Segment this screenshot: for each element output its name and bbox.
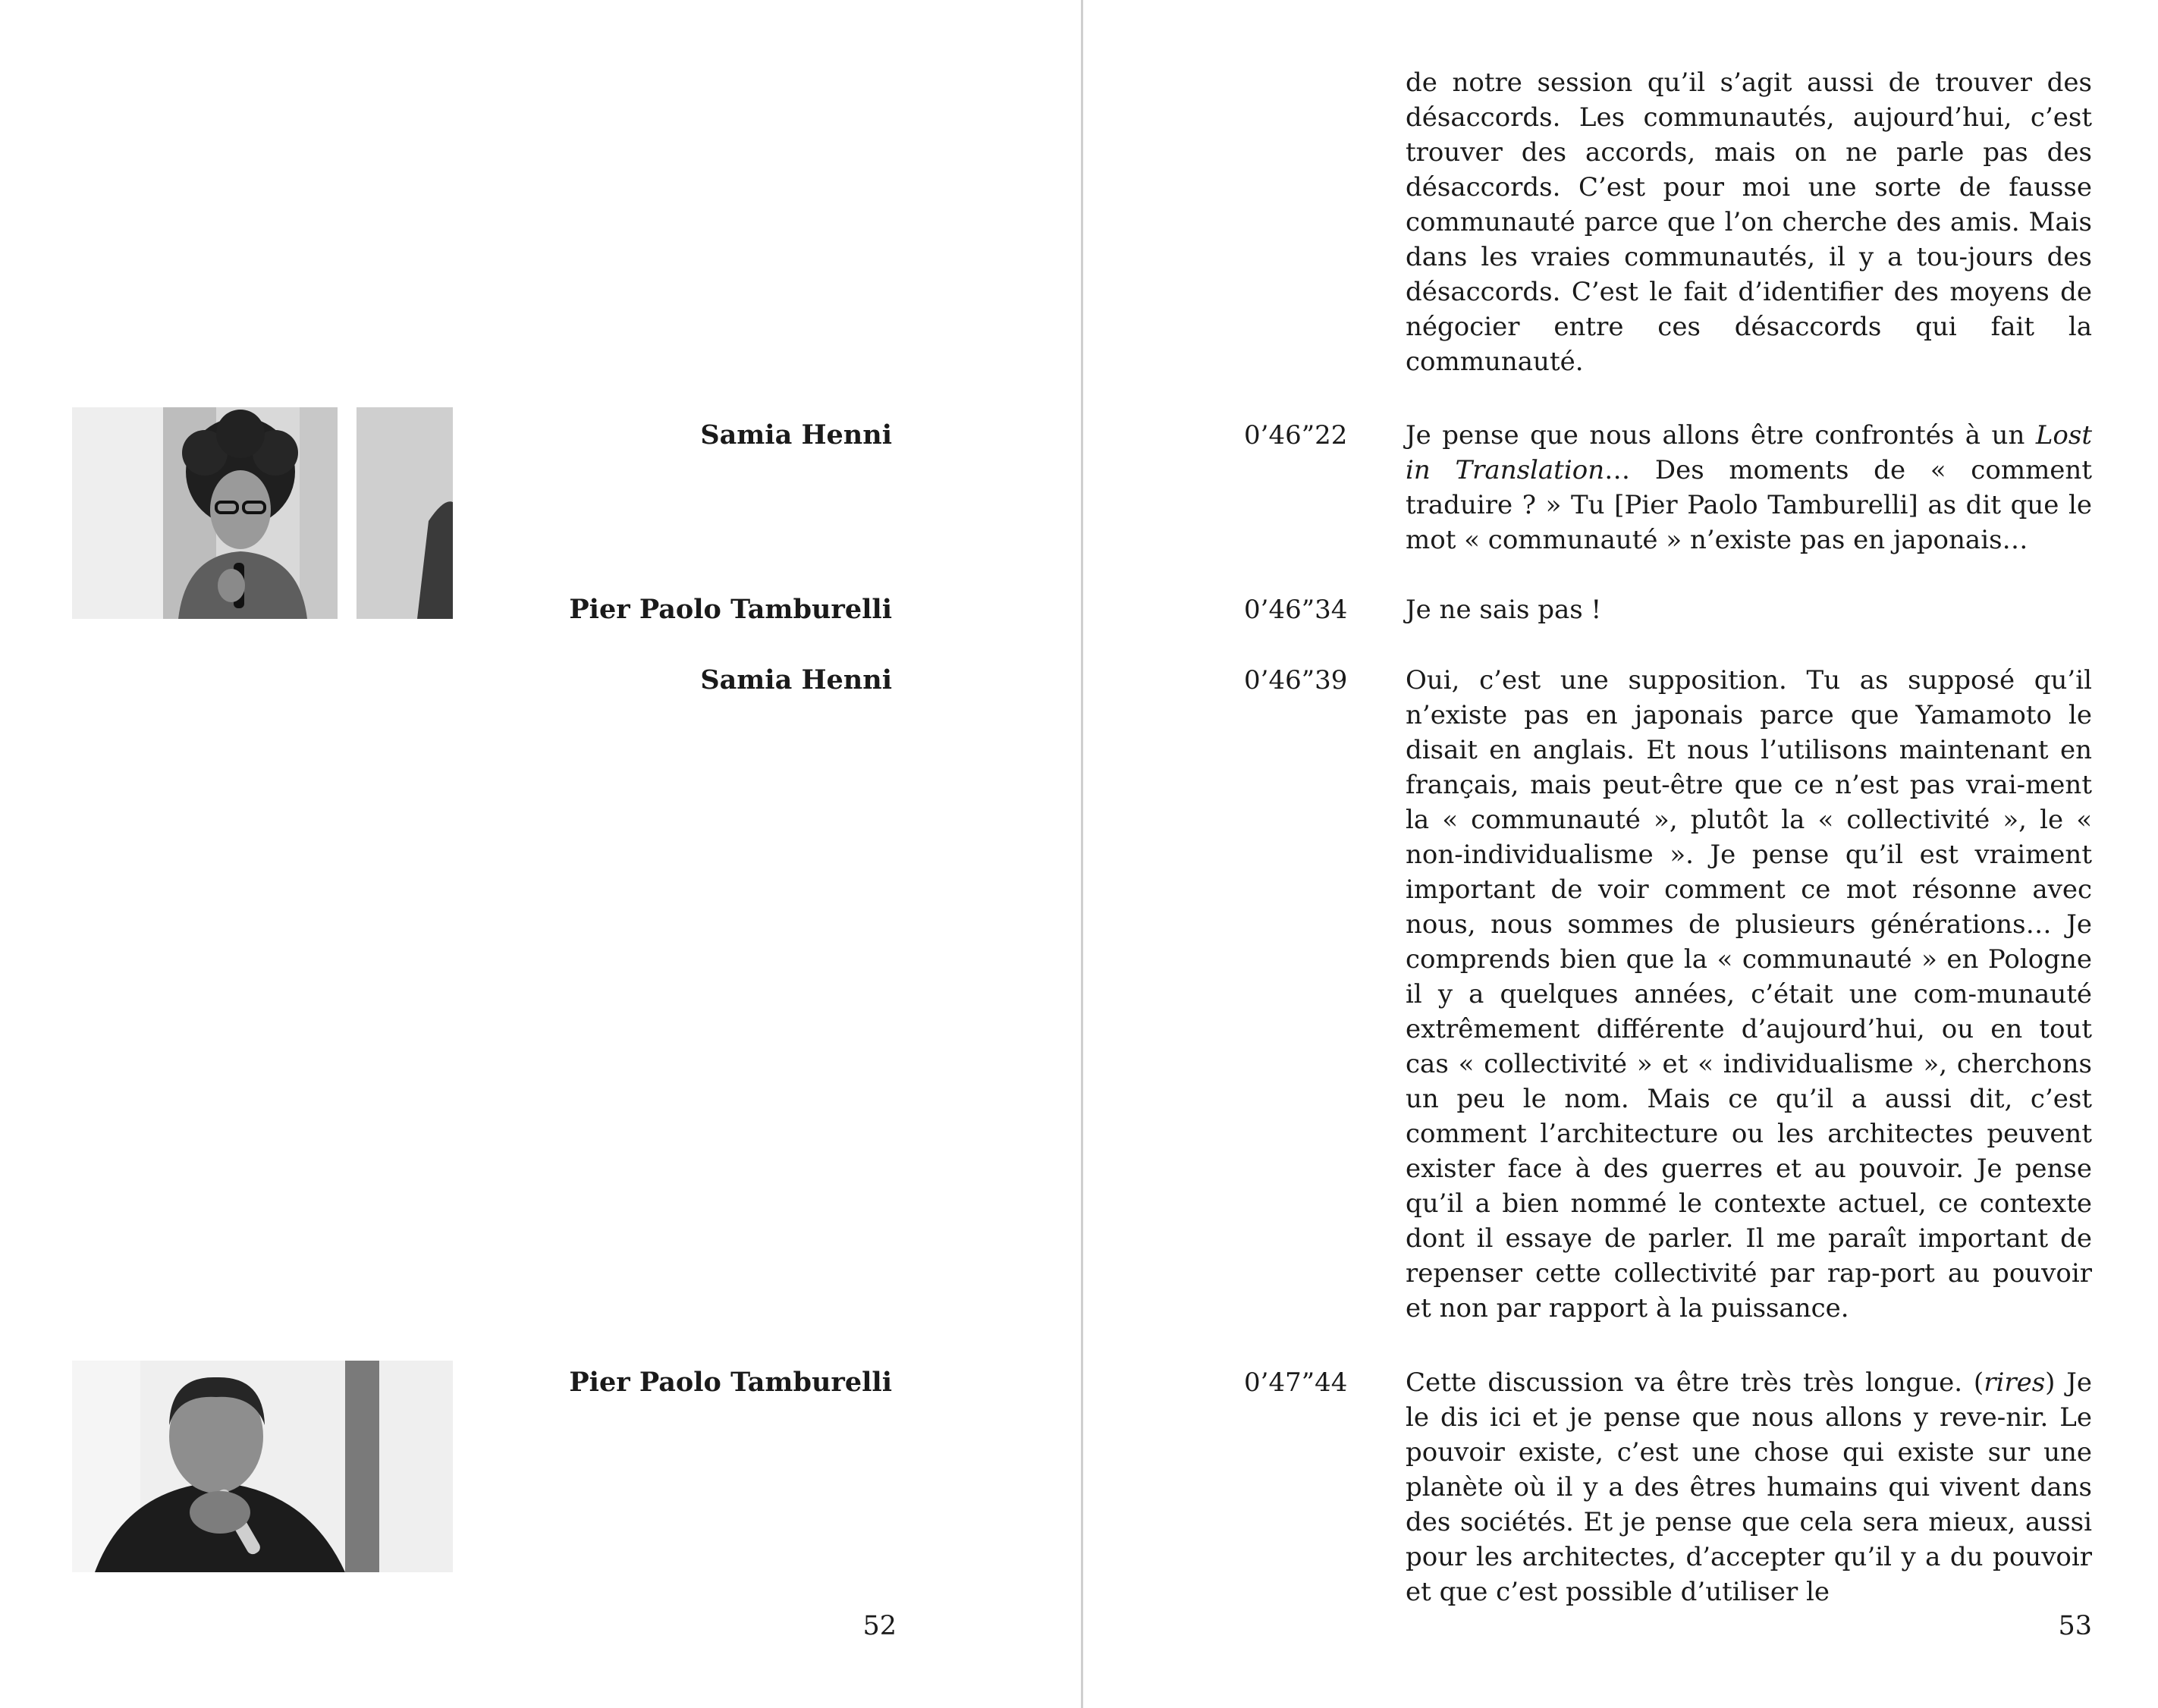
speaker-name: Pier Paolo Tamburelli <box>569 594 892 625</box>
transcript-paragraph: Je pense que nous allons être confrontés à un Lost in Translation… Des moments de « comment traduire ? » Tu [Pier Paolo Tamburelli] as dit que le mot « communauté » n’existe pas en japonais… <box>1406 420 2092 555</box>
transcript-paragraph: Oui, c’est une supposition. Tu as supposé qu’il n’existe pas en japonais parce que Yamamoto le disait en anglais. Et nous l’utilisons maintenant en français, mais peut-être que ce n’est pas vrai-ment la « communauté », plutôt la « collectivité », le « non-individualisme ». Je pense qu’il est vraiment important de voir comment ce mot résonne avec nous, nous sommes de plusieurs générations… Je comprends bien que la « communauté » en Pologne il y a quelques années, c’était une com-munauté extrêmement différente d’aujourd’hui, ou en tout cas « collectivité » et « individualisme », cherchons un peu le nom. Mais ce qu’il a aussi dit, c’est comment l’architecture ou les architectes peuvent exister face à des guerres et au pouvoir. Je pense qu’il a bien nommé le contexte actuel, ce contexte dont il essaye de parler. Il me paraît important de repenser cette collectivité par rap-port au pouvoir et non par rapport à la puissance. <box>1406 665 2092 1323</box>
timestamp: 0’47”44 <box>1244 1367 1348 1398</box>
speaker-name: Samia Henni <box>700 419 892 451</box>
photo-image <box>72 1361 453 1572</box>
timestamp: 0’46”39 <box>1244 665 1348 695</box>
page-number-left: 52 <box>862 1611 897 1641</box>
transcript-paragraph: Je ne sais pas ! <box>1406 595 1602 625</box>
italic-title: Lost in Translation <box>1406 420 2092 485</box>
speaker-name: Pier Paolo Tamburelli <box>569 1367 892 1398</box>
photo-samia-henni <box>72 407 453 619</box>
timestamp: 0’46”34 <box>1244 595 1348 625</box>
transcript-paragraph: Cette discussion va être très très longue. (rires) Je le dis ici et je pense que nous allons y reve-nir. Le pouvoir existe, c’est une chose qui existe sur une planète où il y a des êtres humains qui vivent dans des sociétés. Et je pense que cela sera mieux, aussi pour les architectes, d’accepter qu’il y a du pouvoir et que c’est possible d’utiliser le <box>1406 1367 2092 1607</box>
photo-image <box>72 407 453 619</box>
intro-paragraph: de notre session qu’il s’agit aussi de trouver des désaccords. Les communautés, aujourd’hui, c’est trouver des accords, mais on ne parle pas des désaccords. C’est pour moi une sorte de fausse communauté parce que l’on cherche des amis. Mais dans les vraies communautés, il y a tou-jours des désaccords. C’est le fait d’identifier des moyens de négocier entre ces désaccords qui fait la communauté. <box>1406 68 2092 377</box>
timestamp: 0’46”22 <box>1244 420 1348 451</box>
italic-aside: rires <box>1984 1367 2046 1398</box>
page-number-right: 53 <box>2058 1611 2092 1641</box>
page-gutter <box>1081 0 1083 1708</box>
speaker-name: Samia Henni <box>700 664 892 695</box>
photo-pier-paolo-tamburelli <box>72 1361 453 1572</box>
